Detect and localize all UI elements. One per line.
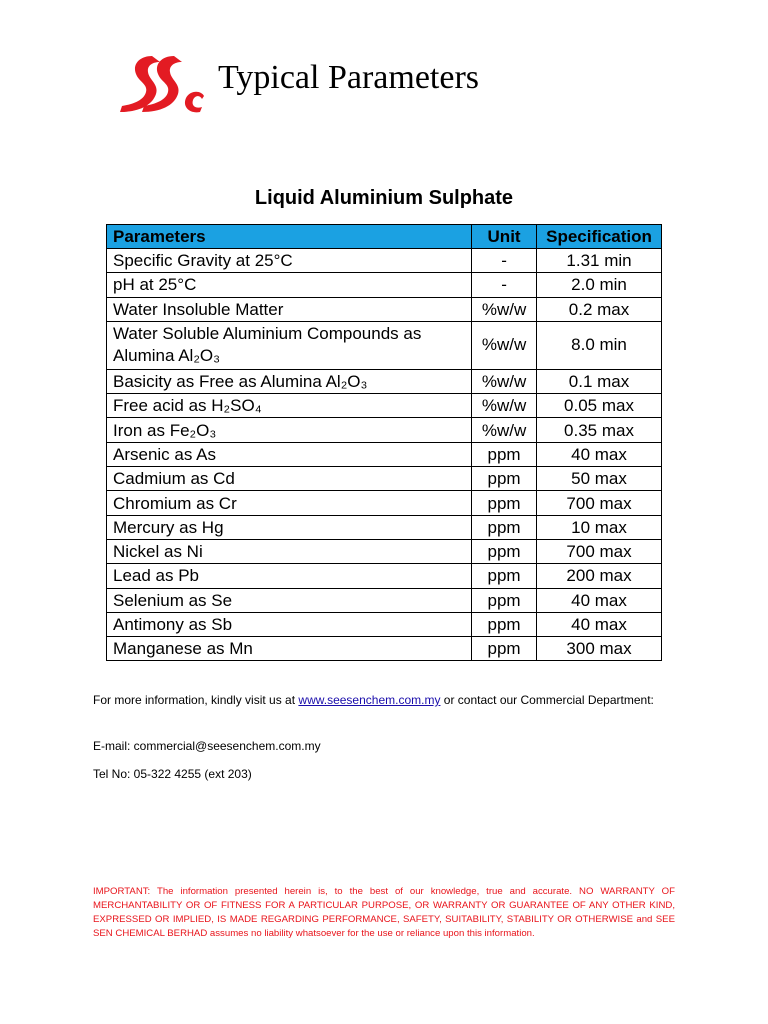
specification-cell: 8.0 min	[537, 321, 662, 369]
table-body	[107, 249, 662, 661]
table-row	[107, 491, 662, 515]
specification-table	[106, 224, 662, 661]
specification-cell: 40 max	[537, 612, 662, 636]
column-header-unit: Unit	[472, 225, 537, 249]
specification-cell: 0.1 max	[537, 369, 662, 393]
product-title: Liquid Aluminium Sulphate	[254, 187, 514, 209]
specification-cell: 50 max	[537, 467, 662, 491]
info-prefix: For more information, kindly visit us at	[93, 693, 299, 707]
table-row	[107, 515, 662, 539]
unit-cell: -	[472, 249, 537, 273]
unit-cell: %w/w	[472, 418, 537, 442]
parameter-cell: Water Insoluble Matter	[107, 297, 472, 321]
parameter-cell: Lead as Pb	[107, 564, 472, 588]
unit-cell: ppm	[472, 612, 537, 636]
unit-cell: -	[472, 273, 537, 297]
table-row	[107, 637, 662, 661]
unit-cell: ppm	[472, 588, 537, 612]
table-row	[107, 321, 662, 369]
table-row	[107, 588, 662, 612]
specification-cell: 300 max	[537, 637, 662, 661]
parameter-cell: Free acid as H₂SO₄	[107, 394, 472, 418]
parameter-cell: Water Soluble Aluminium Compounds as Alumina Al₂O₃	[107, 321, 472, 369]
website-link[interactable]: www.seesenchem.com.my	[298, 693, 441, 707]
unit-cell: %w/w	[472, 321, 537, 369]
tel-line: Tel No: 05-322 4255 (ext 203)	[93, 767, 252, 781]
unit-cell: ppm	[472, 491, 537, 515]
parameter-cell: Specific Gravity at 25°C	[107, 249, 472, 273]
info-suffix: or contact our Commercial Department:	[440, 693, 654, 707]
specification-cell: 700 max	[537, 491, 662, 515]
column-header-specification: Specification	[537, 225, 662, 249]
parameter-cell: Nickel as Ni	[107, 539, 472, 563]
table-row	[107, 418, 662, 442]
table-header-row	[107, 225, 662, 249]
parameter-cell: Iron as Fe₂O₃	[107, 418, 472, 442]
unit-cell: ppm	[472, 637, 537, 661]
ssc-logo	[118, 52, 206, 114]
table-row	[107, 539, 662, 563]
parameter-cell: Arsenic as As	[107, 442, 472, 466]
unit-cell: ppm	[472, 539, 537, 563]
unit-cell: %w/w	[472, 297, 537, 321]
unit-cell: ppm	[472, 515, 537, 539]
table-row	[107, 564, 662, 588]
table-row	[107, 369, 662, 393]
table-row	[107, 249, 662, 273]
unit-cell: ppm	[472, 442, 537, 466]
specification-cell: 0.05 max	[537, 394, 662, 418]
parameter-cell: Basicity as Free as Alumina Al₂O₃	[107, 369, 472, 393]
table-row	[107, 297, 662, 321]
specification-cell: 1.31 min	[537, 249, 662, 273]
unit-cell: %w/w	[472, 369, 537, 393]
parameter-cell: Mercury as Hg	[107, 515, 472, 539]
parameter-cell: Antimony as Sb	[107, 612, 472, 636]
parameter-cell: pH at 25°C	[107, 273, 472, 297]
table-row	[107, 467, 662, 491]
specification-cell: 10 max	[537, 515, 662, 539]
specification-cell: 0.2 max	[537, 297, 662, 321]
parameter-cell: Chromium as Cr	[107, 491, 472, 515]
table-row	[107, 273, 662, 297]
table-row	[107, 442, 662, 466]
disclaimer: IMPORTANT: The information presented herein is, to the best of our knowledge, true and accurate. NO WARRANTY OF MERCHANTABILITY OR OF FITNESS FOR A PARTICULAR PURPOSE, OR WARRANTY OR GUARANTEE OF ANY OTHER KIND, EXPRESSED OR IMPLIED, IS MADE REGARDING PERFORMANCE, SAFETY, SUITABILITY, STABILITY OR OTHERWISE and SEE SEN CHEMICAL BERHAD assumes no liability whatsoever for the use or reliance upon this information.	[93, 886, 675, 939]
unit-cell: ppm	[472, 564, 537, 588]
unit-cell: ppm	[472, 467, 537, 491]
unit-cell: %w/w	[472, 394, 537, 418]
table-row	[107, 612, 662, 636]
parameter-cell: Selenium as Se	[107, 588, 472, 612]
specification-cell: 40 max	[537, 442, 662, 466]
parameter-cell: Manganese as Mn	[107, 637, 472, 661]
column-header-parameters: Parameters	[107, 225, 472, 249]
more-info-text	[93, 692, 683, 708]
specification-cell: 2.0 min	[537, 273, 662, 297]
specification-cell: 0.35 max	[537, 418, 662, 442]
specification-cell: 200 max	[537, 564, 662, 588]
parameter-cell: Cadmium as Cd	[107, 467, 472, 491]
page-title: Typical Parameters	[218, 59, 480, 96]
table-row	[107, 394, 662, 418]
specification-cell: 700 max	[537, 539, 662, 563]
email-line: E-mail: commercial@seesenchem.com.my	[93, 739, 321, 753]
specification-cell: 40 max	[537, 588, 662, 612]
